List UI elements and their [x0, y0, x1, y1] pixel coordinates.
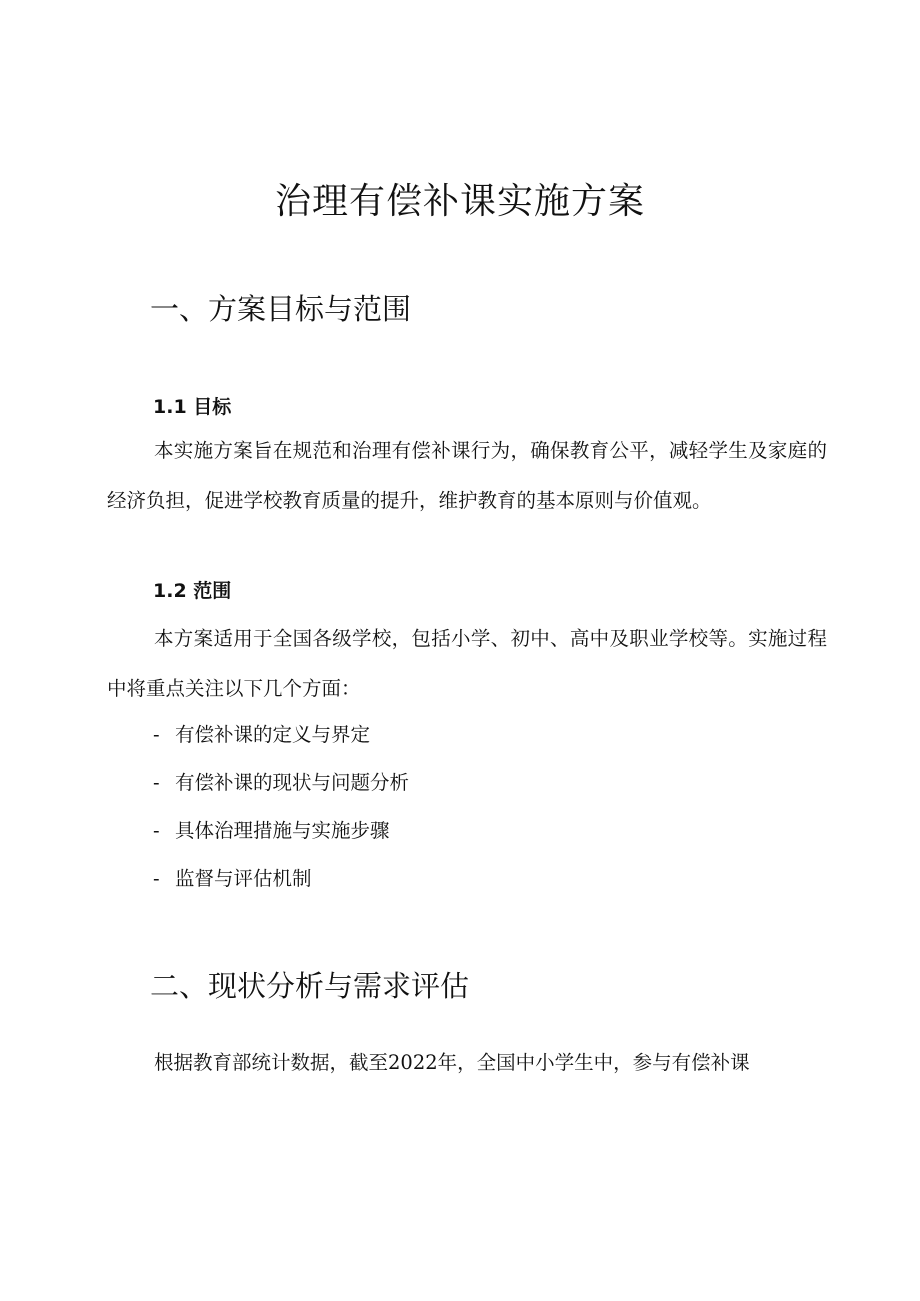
list-item [153, 711, 409, 759]
list-item [153, 759, 409, 807]
section-heading-1: 一、方案目标与范围 [150, 292, 412, 326]
list-item [153, 807, 409, 855]
paragraph-goal: 本实施方案旨在规范和治理有偿补课行为，确保教育公平，减轻学生及家庭的经济负担，促进学校教育质量的提升，维护教育的基本原则与价值观。 [107, 439, 827, 512]
document-title: 治理有偿补课实施方案 [274, 181, 645, 222]
paragraph-status-analysis: 根据教育部统计数据，截至2022年，全国中小学生中，参与有偿补课 [154, 1051, 750, 1074]
scope-bullet-list [153, 711, 409, 903]
bullet-marker: - [153, 771, 160, 794]
bullet-marker: - [153, 867, 160, 890]
bullet-marker: - [153, 819, 160, 842]
bullet-text: 有偿补课的定义与界定 [175, 723, 371, 746]
list-item [153, 855, 409, 903]
section-heading-2: 二、现状分析与需求评估 [150, 969, 470, 1003]
bullet-text: 有偿补课的现状与问题分析 [175, 771, 410, 794]
subsection-heading-1-1: 1.1 目标 [153, 396, 232, 418]
paragraph-scope: 本方案适用于全国各级学校，包括小学、初中、高中及职业学校等。实施过程中将重点关注以下几个方面： [107, 627, 827, 700]
bullet-text: 监督与评估机制 [175, 867, 312, 890]
subsection-heading-1-2: 1.2 范围 [153, 580, 232, 602]
bullet-text: 具体治理措施与实施步骤 [175, 819, 390, 842]
bullet-marker: - [153, 723, 160, 746]
